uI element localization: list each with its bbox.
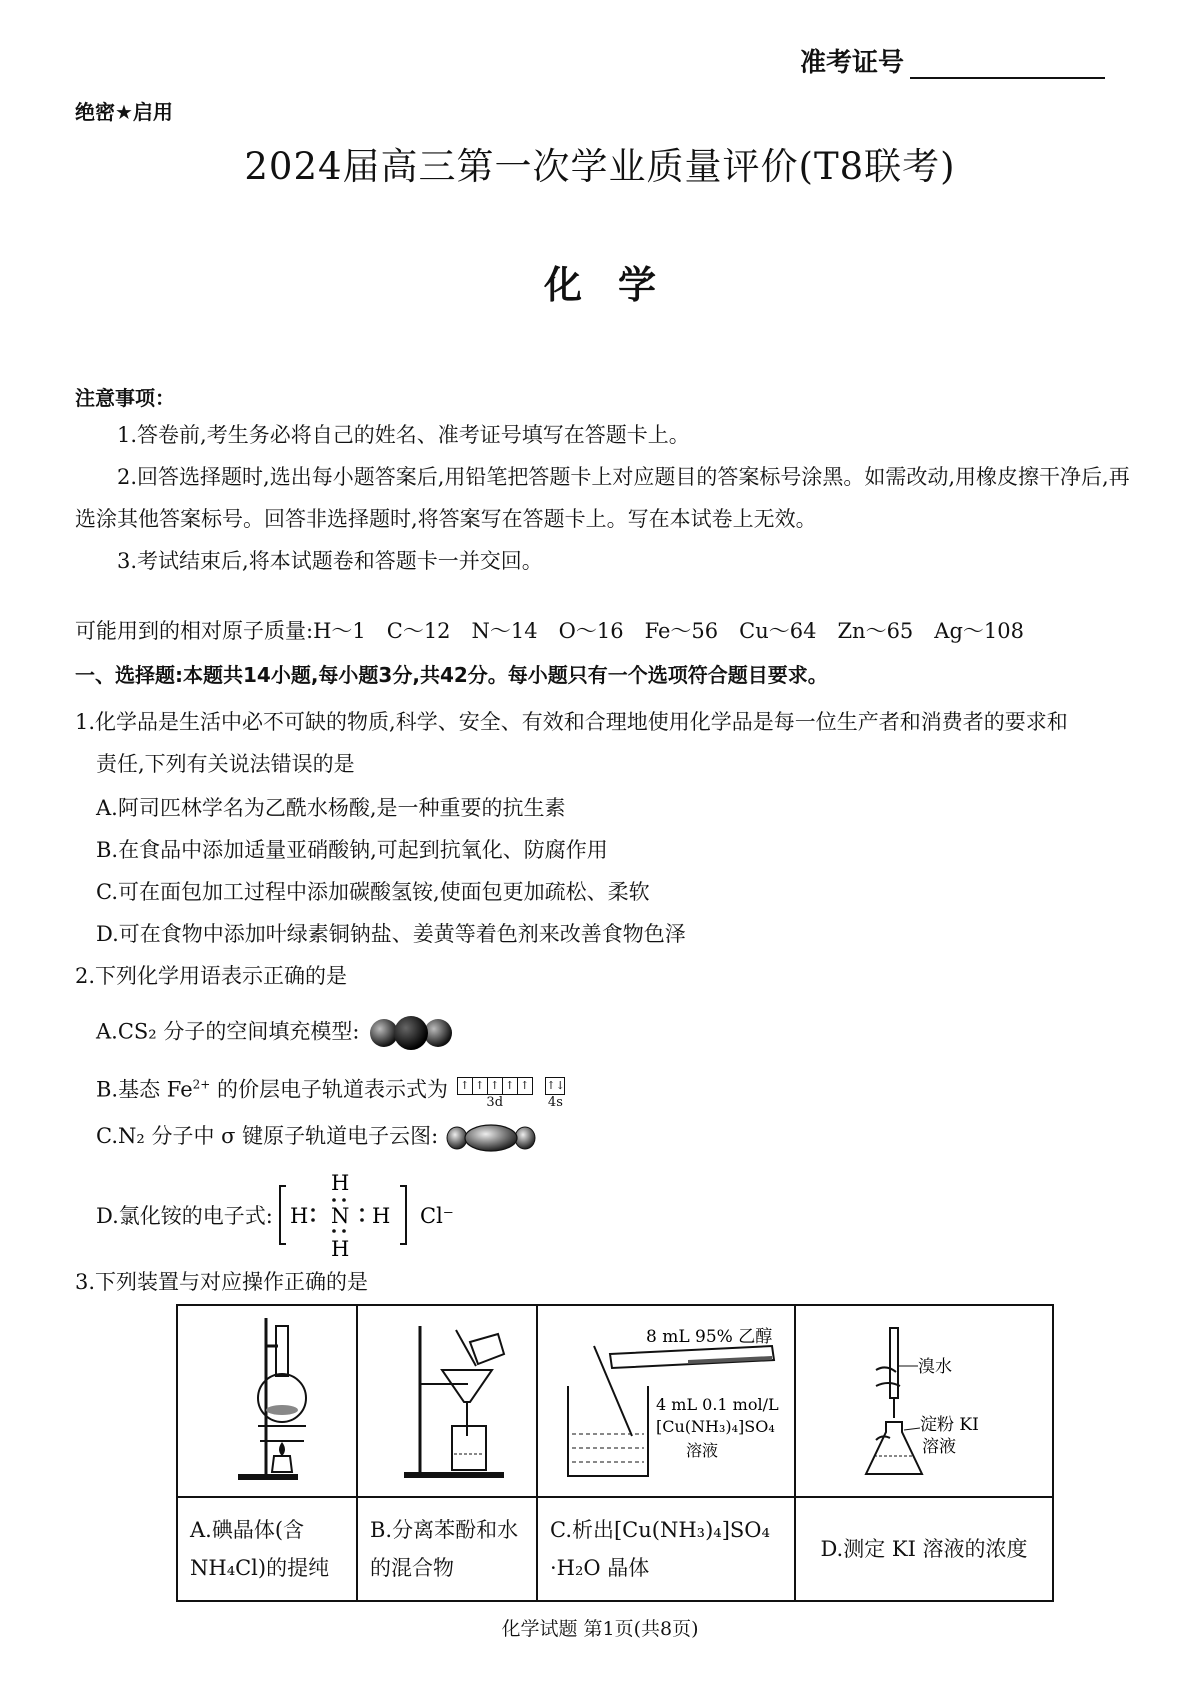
orbital-box-icon: ↑ (488, 1077, 503, 1095)
caption-c: C.析出[Cu(NH₃)₄]SO₄ ·H₂O 晶体 (537, 1497, 795, 1601)
label-ethanol: 8 mL 95% 乙醇 (646, 1327, 773, 1347)
q2-option-b-text-post: 的价层电子轨道表示式为 (210, 1077, 449, 1102)
page-footer: 化学试题 第1页(共8页) (501, 1618, 699, 1640)
secret-mark: 绝密★启用 (75, 100, 173, 124)
notice-item-1: 1.答卷前,考生务必将自己的姓名、准考证号填写在答题卡上。 (117, 423, 690, 447)
q2-stem: 2.下列化学用语表示正确的是 (75, 964, 348, 988)
notice-item-2: 2.回答选择题时,选出每小题答案后,用铅笔把答题卡上对应题目的答案标号涂黑。如需改动,用橡皮擦干净后,再选涂其他答案标号。回答非选择题时,将答案写在答题卡上。写在本试卷上无效。 (75, 465, 1130, 531)
atomic-masses: 可能用到的相对原子质量:H～1 C～12 N～14 O～16 Fe～56 Cu～64 Zn～65 Ag～108 (75, 619, 1024, 643)
label-complex: [Cu(NH₃)₄]SO₄ (656, 1417, 775, 1436)
section-heading: 一、选择题:本题共14小题,每小题3分,共42分。每小题只有一个选项符合题目要求。 (75, 663, 828, 687)
q3-stem: 3.下列装置与对应操作正确的是 (75, 1270, 369, 1294)
notice-item-3: 3.考试结束后,将本试题卷和答题卡一并交回。 (117, 549, 543, 573)
edf-h-top: H (331, 1171, 350, 1195)
admission-number-field (800, 42, 1105, 79)
q2-option-c-text: C.N₂ 分子中 σ 键原子轨道电子云图: (96, 1124, 439, 1148)
label-bromine: 溴水 (918, 1357, 952, 1377)
apparatus-b-cell (357, 1305, 537, 1497)
label-starch-solution: 溶液 (922, 1437, 956, 1457)
orbital-4s (545, 1072, 565, 1110)
admission-label: 准考证号 (800, 48, 905, 78)
q1-option-b: B.在食品中添加适量亚硝酸钠,可起到抗氧化、防腐作用 (96, 838, 608, 862)
cs2-space-filling-model-icon (366, 1015, 456, 1051)
q2-option-d (96, 1168, 496, 1260)
orbital-box-icon: ↑ (473, 1077, 488, 1095)
q1-stem-line1: 1.化学品是生活中必不可缺的物质,科学、安全、有效和合理地使用化学品是每一位生产者和消费者的要求和 (75, 710, 1068, 734)
label-solution-amount: 4 mL 0.1 mol/L (656, 1395, 779, 1414)
label-starch-ki: 淀粉 KI (920, 1415, 979, 1435)
exam-title: 2024届高三第一次学业质量评价(T8联考) (244, 145, 956, 188)
orbital-box-icon: ↑↓ (545, 1077, 565, 1095)
admission-blank (910, 49, 1105, 79)
q1-stem-line2: 责任,下列有关说法错误的是 (96, 752, 355, 776)
sublimation-apparatus-icon (178, 1306, 356, 1491)
q1-option-a: A.阿司匹林学名为乙酰水杨酸,是一种重要的抗生素 (96, 796, 566, 820)
apparatus-c-cell (537, 1305, 795, 1497)
filtration-apparatus-icon (358, 1306, 536, 1491)
titration-apparatus-icon (796, 1306, 1052, 1491)
orbital-3d (457, 1072, 533, 1110)
q2-option-a (96, 1015, 456, 1051)
caption-d: D.测定 KI 溶液的浓度 (795, 1497, 1053, 1601)
q2-option-a-text: A.CS₂ 分子的空间填充模型: (96, 1019, 360, 1044)
edf-n: N (331, 1204, 350, 1228)
caption-a: A.碘晶体(含 NH₄Cl)的提纯 (177, 1497, 357, 1601)
orbital-4s-label: 4s (547, 1095, 563, 1110)
edf-h-left: H (290, 1204, 309, 1228)
edf-cl: Cl⁻ (420, 1204, 454, 1228)
orbital-box-icon: ↑ (457, 1077, 473, 1095)
notice-heading: 注意事项： (75, 386, 175, 410)
caption-b: B.分离苯酚和水的混合物 (357, 1497, 537, 1601)
q2-option-c (96, 1120, 537, 1153)
orbital-box-icon: ↑ (503, 1077, 518, 1095)
edf-h-bottom: H (331, 1237, 350, 1260)
q2-option-b (96, 1072, 565, 1110)
apparatus-a-cell (177, 1305, 357, 1497)
crystallization-apparatus-icon (538, 1306, 794, 1491)
q1-option-c: C.可在面包加工过程中添加碳酸氢铵,使面包更加疏松、柔软 (96, 880, 650, 904)
q2-option-d-text: D.氯化铵的电子式: (96, 1204, 273, 1228)
subject-title: 化学 (543, 263, 692, 307)
label-solution: 溶液 (686, 1441, 719, 1460)
apparatus-d-cell (795, 1305, 1053, 1497)
q1-option-d: D.可在食物中添加叶绿素铜钠盐、姜黄等着色剂来改善食物色泽 (96, 922, 686, 946)
sigma-bond-orbital-cloud-icon (445, 1123, 537, 1153)
apparatus-table (176, 1304, 1054, 1602)
orbital-3d-label: 3d (486, 1095, 504, 1110)
q2-option-b-text-pre: B.基态 Fe (96, 1077, 193, 1102)
edf-h-right: H (372, 1204, 391, 1228)
q2-option-b-charge: 2+ (192, 1077, 211, 1092)
orbital-box-icon: ↑ (518, 1077, 533, 1095)
ammonium-chloride-electron-formula (276, 1168, 476, 1260)
